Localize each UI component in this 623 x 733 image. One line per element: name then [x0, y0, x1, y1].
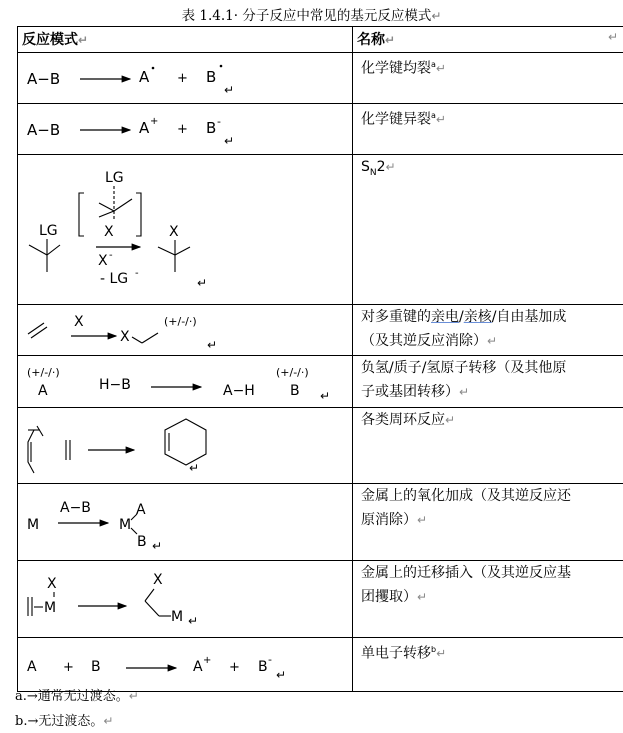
charge-label: (+/-/·) — [164, 315, 197, 328]
h-transfer-diagram — [18, 356, 344, 407]
oxidative-addition-diagram — [18, 484, 344, 560]
link-nucleophilic: 亲核 — [463, 309, 492, 325]
table-row — [18, 561, 623, 638]
table-row — [18, 155, 623, 305]
product-a: A — [139, 68, 150, 86]
product-ah: A−H — [223, 383, 255, 399]
homolysis-diagram — [18, 53, 344, 103]
bond-line — [142, 333, 158, 343]
product-b: B — [206, 119, 217, 137]
product-a: A — [139, 119, 150, 137]
product-m: M — [171, 609, 184, 625]
return-mark: ↵ — [207, 338, 218, 352]
bond-line — [114, 199, 132, 211]
double-bond — [28, 323, 44, 334]
return-mark: ↵ — [152, 539, 163, 553]
plus-sign: + — [177, 71, 188, 86]
table-row — [18, 305, 623, 356]
scheme-heterolysis — [18, 104, 353, 155]
return-mark: ↵ — [188, 614, 199, 628]
return-mark: ↵ — [189, 461, 200, 475]
caption-text: 表 1.4.1· 分子反应中常见的基元反应模式 — [181, 8, 432, 24]
name-h-transfer: 负氢/质子/氢原子转移（及其他原 子或基团转移）↵ — [353, 356, 623, 408]
heterolysis-diagram — [18, 104, 344, 154]
bond-line — [158, 247, 175, 255]
radical-dot — [152, 67, 155, 70]
species-a: A — [38, 383, 48, 399]
metal-m: M — [44, 600, 57, 616]
species-a: A — [27, 659, 37, 675]
charge-minus: - — [268, 653, 272, 666]
footnote-a: a.→通常无过渡态。↵ — [15, 689, 139, 704]
return-mark: ↵ — [276, 668, 287, 682]
product-x: X — [120, 329, 130, 345]
scheme-oxidative-addition — [18, 484, 353, 561]
table-row — [18, 356, 623, 408]
plus-sign: + — [63, 660, 74, 675]
link-electrophilic: 亲电 — [431, 309, 459, 325]
bond-line — [29, 245, 47, 255]
return-mark: ↵ — [224, 83, 235, 97]
byproduct-lg: - LG — [100, 271, 129, 287]
table-row — [18, 408, 623, 484]
table-row — [18, 104, 623, 155]
cyclohexene — [165, 419, 206, 465]
header-col-name: 名称↵ — [353, 27, 623, 53]
charge-minus: - — [109, 250, 113, 261]
reagent-hb: H−B — [99, 377, 131, 393]
bond-line — [37, 426, 43, 436]
ts-leaving-group: LG — [105, 170, 124, 186]
product-a: A — [136, 502, 146, 518]
species-b: B — [290, 383, 300, 399]
set-diagram — [18, 638, 344, 691]
name-addition: 对多重键的亲电/亲核/自由基加成 （及其逆反应消除）↵ — [353, 305, 623, 356]
leaving-group: LG — [39, 223, 58, 239]
metal-m: M — [27, 517, 40, 533]
footnote-b: b.→无过渡态。↵ — [15, 714, 114, 729]
bond-line — [31, 327, 47, 338]
table-row — [18, 53, 623, 104]
return-mark: ↵ — [320, 389, 331, 403]
plus-sign: + — [177, 122, 188, 137]
addition-diagram — [18, 305, 344, 355]
row-end-mark: ↵ — [608, 30, 619, 44]
ligand-x: X — [47, 576, 57, 592]
name-heterolysis: 化学键异裂$^a$↵ — [353, 104, 623, 155]
bracket-right — [136, 193, 141, 236]
scheme-homolysis — [18, 53, 353, 104]
product-x: X — [153, 572, 163, 588]
table-header-row — [18, 27, 623, 53]
pericyclic-diagram — [18, 408, 344, 483]
name-pericyclic: 各类周环反应↵ — [353, 408, 623, 484]
header-col-mode: 反应模式↵ — [18, 27, 353, 53]
scheme-addition — [18, 305, 353, 356]
bracket-left — [79, 193, 84, 236]
bond-line — [47, 245, 60, 255]
product-a: A — [193, 659, 203, 675]
name-migratory-insertion: 金属上的迁移插入（及其逆反应基 团攫取）↵ — [353, 561, 623, 638]
scheme-set — [18, 638, 353, 692]
bond-line — [99, 211, 114, 217]
scheme-h-transfer — [18, 356, 353, 408]
return-mark: ↵ — [224, 134, 235, 148]
bond-line — [145, 589, 154, 601]
sn2-diagram — [18, 155, 344, 304]
scheme-sn2 — [18, 155, 353, 305]
bond-line — [175, 247, 190, 255]
table-caption — [0, 4, 623, 24]
reagent-x: X — [74, 314, 84, 330]
product-b: B — [206, 68, 217, 86]
migratory-insertion-diagram — [18, 561, 344, 637]
scheme-pericyclic — [18, 408, 353, 484]
charge-label: (+/-/·) — [276, 366, 309, 379]
charge-plus: + — [150, 116, 159, 127]
product-b: B — [137, 534, 147, 550]
radical-dot — [220, 65, 223, 68]
species-b: B — [91, 659, 101, 675]
return-mark: ↵ — [431, 9, 442, 23]
reactant-ab: A−B — [27, 70, 61, 88]
reactant-ab: A−B — [27, 121, 61, 139]
table-row — [18, 484, 623, 561]
name-set: 单电子转移$^b$↵ — [353, 638, 623, 692]
table-row — [18, 638, 623, 692]
plus-sign: + — [229, 660, 240, 675]
bond-line — [132, 337, 142, 343]
charge-minus: - — [217, 115, 221, 128]
name-homolysis: 化学键均裂$^a$↵ — [353, 53, 623, 104]
product-b: B — [258, 659, 268, 675]
reaction-modes-table — [17, 26, 623, 692]
name-oxidative-addition: 金属上的氧化加成（及其逆反应还 原消除）↵ — [353, 484, 623, 561]
reagent-ab: A−B — [60, 500, 91, 516]
bond-line — [145, 601, 159, 616]
ts-nucleophile: X — [104, 224, 114, 240]
name-sn2: $S_N2↵$ — [353, 155, 623, 305]
charge-label: (+/-/·) — [27, 366, 60, 379]
charge-plus: + — [203, 655, 212, 666]
nucleophile-reagent: X — [98, 253, 108, 269]
charge-minus: - — [135, 268, 139, 279]
bond-line — [99, 203, 114, 211]
scheme-migratory-insertion — [18, 561, 353, 638]
product-x: X — [169, 224, 179, 240]
product-m: M — [119, 517, 132, 533]
return-mark: ↵ — [197, 276, 208, 290]
